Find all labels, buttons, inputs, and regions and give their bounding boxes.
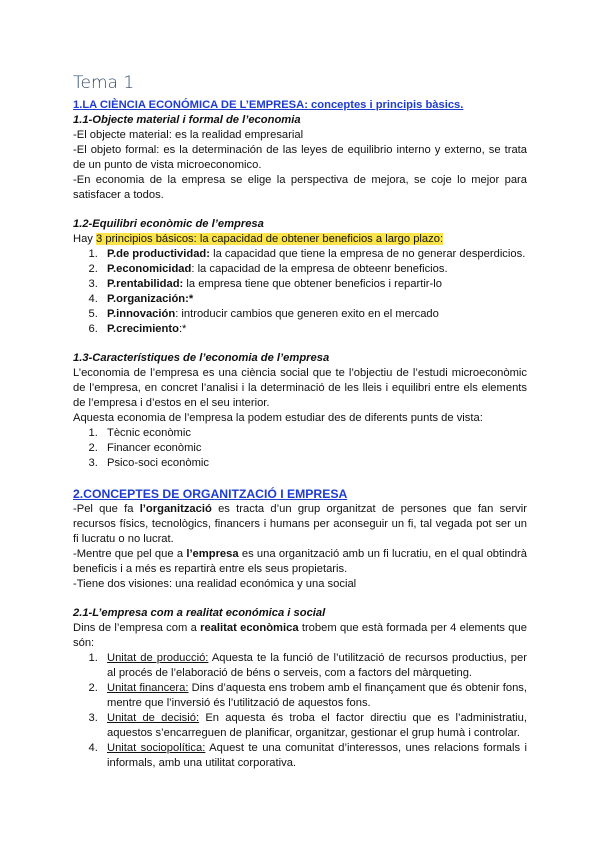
paragraph: Dins de l’empresa com a realitat econòmica trobem que està formada per 4 elements que són: [73,622,527,649]
subsection-2-1-heading: 2.1-L’empresa com a realitat económica i social [73,607,326,619]
list-item: 3. Psico-soci econòmic [101,456,527,471]
paragraph: -Pel que fa l’organització es tracta d’un grup organitzat de persones que fan servir recursos físics, tecnològics, financers i humans per aconseguir un fi, tal vegada pot ser un fi lucratu o no lucrat. [73,503,527,545]
principles-intro: Hay 3 principios básicos: la capacidad de obtener beneficios a largo plazo: [73,233,444,245]
highlighted-text: 3 principios básicos: la capacidad de obtener beneficios a largo plazo: [96,233,444,245]
list-item: 2. P.economicidad: la capacidad de la empresa de obteenr beneficios. [101,262,527,277]
section-1-heading-link[interactable]: 1.LA CIÈNCIA ECONÓMICA DE L’EMPRESA: conceptes i principis bàsics. [73,99,464,111]
page-title: Tema 1 [73,73,135,93]
list-item: 4. P.organización:* [101,292,527,307]
subsection-1-3-heading: 1.3-Característiques de l’economia de l’empresa [73,352,330,364]
section-2-heading-link[interactable]: 2.CONCEPTES DE ORGANITZACIÓ I EMPRESA [73,487,348,501]
list-item: 1. Unitat de producció: Aquesta te la funció de l’utilització de recursos productius, per al procés de l’elaboració de béns o serveis, com a factors del màrqueting. [101,651,527,681]
paragraph: L’economia de l’empresa es una ciència social que te l’objectiu de l’estudi microeconòmic de l’empresa, en concret l’analisi i la determinació de les lleis i equilibri entre els elements de l’empresa i d’estos en el seu interior. [73,367,527,409]
list-item: 1. P.de productividad: la capacidad que tiene la empresa de no generar desperdicios. [101,247,527,262]
principles-list [73,247,527,337]
list-item: 6. P.crecimiento:* [101,322,527,337]
list-item: 5. P.innovación: introducir cambios que generen exito en el mercado [101,307,527,322]
subsection-1-2-heading: 1.2-Equilibri econòmic de l’empresa [73,218,264,230]
paragraph: Aquesta economia de l’empresa la podem estudiar des de diferents punts de vista: [73,412,483,424]
paragraph: -Tiene dos visiones: una realidad económica y una social [73,578,357,590]
text-line: -El objeto formal: es la determinación de las leyes de equilibrio interno y externo, se trata de un punto de vista microeconomico. [73,144,527,171]
text-line: -En economia de la empresa se elige la perspectiva de mejora, se coje lo mejor para satisfacer a todos. [73,174,527,201]
list-item: 3. Unitat de decisió: En aquesta és troba el factor directiu que es l’administratiu, aquestos s’encarreguen de planificar, organitzar, gestionar el grup humà i controlar. [101,711,527,741]
subsection-1-1-heading: 1.1-Objecte material i formal de l’economia [73,114,301,126]
elements-list [73,651,527,771]
list-item: 3. P.rentabilidad: la empresa tiene que obtener beneficios i repartir-lo [101,277,527,292]
text-line: -El objecte material: es la realidad empresarial [73,129,304,141]
list-item: 4. Unitat sociopolítica: Aquest te una comunitat d’interessos, unes relacions formals i informals, amb una utilitat corporativa. [101,741,527,771]
list-item: 2. Financer econòmic [101,441,527,456]
list-item: 2. Unitat financera: Dins d’aquesta ens trobem amb el finançament que és obtenir fons, mentre que l’inversió és l’utilització de aquestos fons. [101,681,527,711]
viewpoints-list [73,426,527,471]
paragraph: -Mentre que pel que a l’empresa es una organització amb un fi lucratiu, en el qual obtindrà beneficis i a més es repartirà entre els seus propietaris. [73,548,527,575]
list-item: 1. Tècnic econòmic [101,426,527,441]
